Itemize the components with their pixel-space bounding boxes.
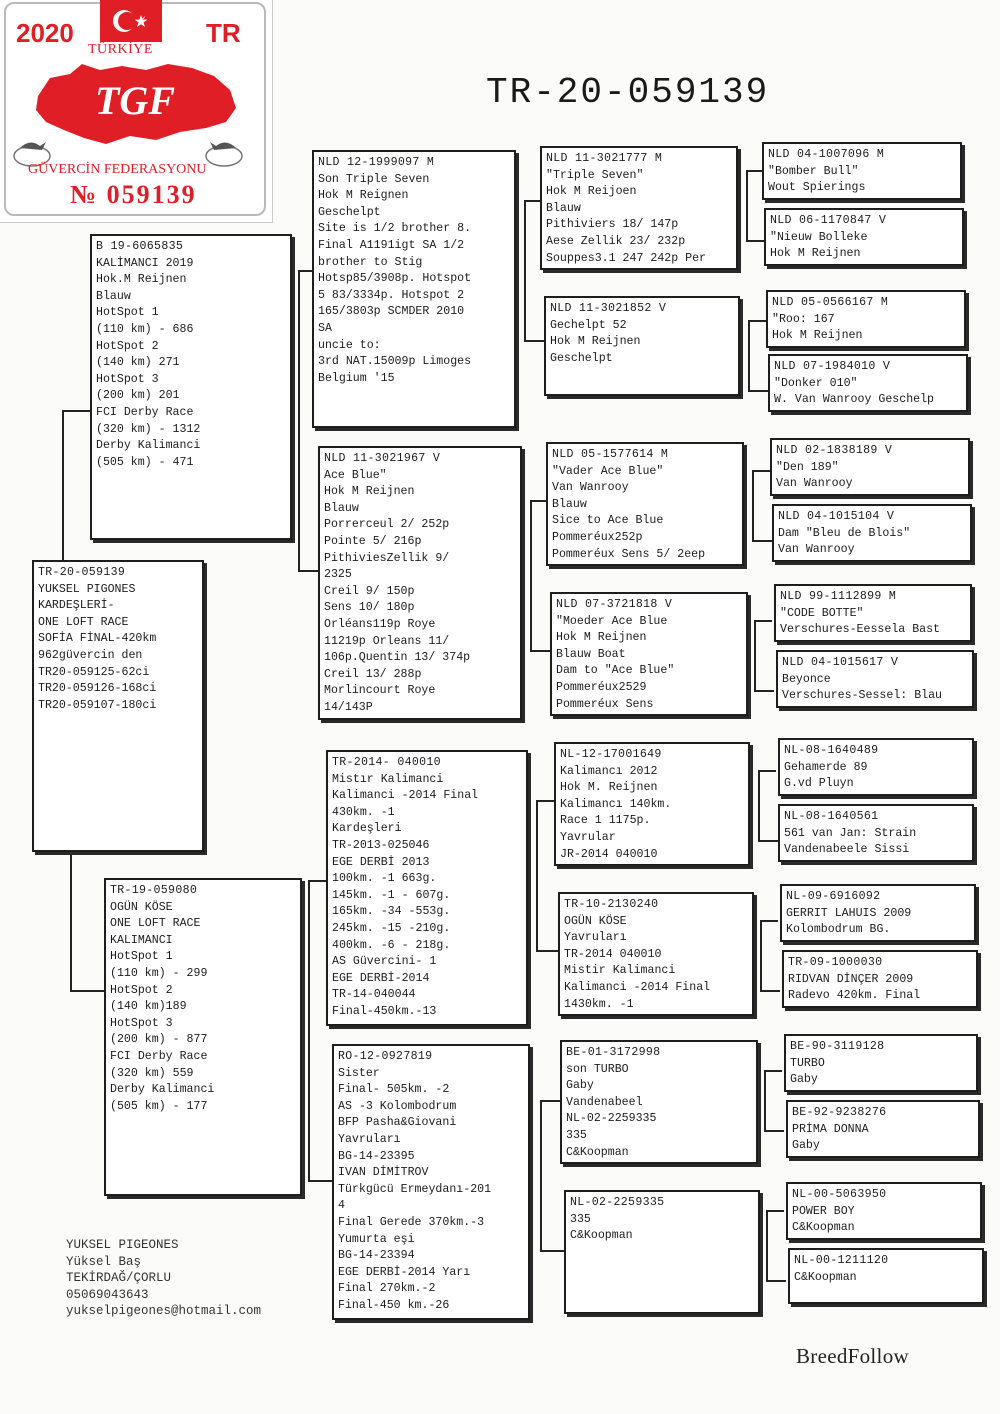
- connector-line: [764, 1070, 766, 1130]
- owner-email: yukselpigeones@hotmail.com: [66, 1304, 262, 1318]
- pedigree-line: NL-02-2259335: [566, 1112, 657, 1126]
- connector-line: [760, 920, 778, 922]
- pedigree-line: Geschelpt: [318, 205, 381, 219]
- pedigree-line: Beyonce: [782, 672, 831, 686]
- pedigree-line: 245km. -15 -210g.: [332, 921, 451, 935]
- pedigree-line: GERRIT LAHUIS 2009: [786, 906, 912, 920]
- sire-dam-box: [318, 446, 522, 720]
- pedigree-line: Pommeréux252p: [552, 530, 643, 544]
- connector-line: [298, 270, 300, 570]
- pedigree-line: Yavruları: [564, 931, 627, 945]
- pedigree-line: Mistir Kalimanci: [564, 964, 676, 978]
- gen5-box: [770, 438, 970, 496]
- pedigree-line: Yavrular: [560, 830, 616, 844]
- connector-line: [308, 1180, 332, 1182]
- connector-line: [308, 880, 310, 1180]
- connector-line: [540, 1250, 564, 1252]
- pedigree-line: OGÜN KÖSE: [564, 914, 627, 928]
- owner-contact: [66, 1237, 261, 1320]
- connector-line: [748, 320, 750, 390]
- pedigree-line: Gehamerde 89: [784, 760, 868, 774]
- pedigree-line: NL-00-5063950: [792, 1188, 887, 1201]
- connector-line: [764, 1130, 784, 1132]
- pedigree-line: NL-08-1640561: [784, 810, 879, 823]
- connector-line: [766, 1210, 784, 1212]
- connector-line: [752, 540, 772, 542]
- pedigree-line: TR-19-059080: [110, 884, 198, 897]
- owner-location: TEKİRDAĞ/ÇORLU: [66, 1271, 172, 1285]
- pedigree-line: Morlincourt Roye: [324, 684, 436, 698]
- pedigree-line: C&Koopman: [566, 1145, 629, 1159]
- connector-line: [530, 500, 532, 650]
- pedigree-line: Final A1191igt SA 1/2: [318, 238, 465, 252]
- pedigree-line: Sens 10/ 180p: [324, 601, 415, 615]
- pedigree-line: son TURBO: [566, 1062, 629, 1076]
- federation-badge: [0, 0, 273, 223]
- pedigree-line: Ace Blue": [324, 468, 387, 482]
- pedigree-line: 11219p Orleans 11/: [324, 634, 450, 648]
- pedigree-line: C&Koopman: [570, 1229, 633, 1243]
- pedigree-line: NLD 11-3021852 V: [550, 302, 667, 315]
- pedigree-line: NLD 11-3021967 V: [324, 452, 441, 465]
- pedigree-line: Wout Spierings: [768, 181, 866, 195]
- pedigree-line: NLD 04-1007096 M: [768, 148, 885, 161]
- pedigree-line: Blauw: [546, 201, 581, 215]
- pedigree-line: "Bomber Bull": [768, 164, 859, 178]
- pedigree-line: G.vd Pluyn: [784, 777, 854, 791]
- pedigree-line: Kardeşleri: [332, 822, 402, 836]
- pedigree-line: Hok M Reijnen: [772, 329, 863, 343]
- pedigree-line: Son Triple Seven: [318, 172, 430, 186]
- pedigree-line: NLD 04-1015617 V: [782, 656, 899, 669]
- pigeon-emblem-icon: [202, 134, 246, 170]
- connector-line: [524, 340, 544, 342]
- pedigree-line: HotSpot 1: [110, 950, 173, 964]
- pedigree-line: KALİMANCI 2019: [96, 256, 194, 270]
- pedigree-line: Vandenabeele Sissi: [784, 843, 910, 857]
- connector-line: [758, 770, 776, 772]
- pedigree-line: 962güvercin den: [38, 648, 143, 662]
- pedigree-line: Blauw Boat: [556, 647, 626, 661]
- connector-line: [760, 990, 780, 992]
- pedigree-line: C&Koopman: [794, 1270, 857, 1284]
- pedigree-line: 430km. -1: [332, 805, 395, 819]
- pedigree-line: 165km. -34 -553g.: [332, 905, 451, 919]
- pedigree-line: TR20-059126-168ci: [38, 682, 157, 696]
- pedigree-line: BG-14-23395: [338, 1149, 415, 1163]
- pedigree-line: (110 km) - 686: [96, 322, 194, 336]
- pedigree-line: Gaby: [566, 1079, 594, 1093]
- pedigree-line: EGE DERBİ-2014 Yarı: [338, 1265, 471, 1279]
- badge-country: TÜRKİYE: [88, 42, 153, 57]
- pedigree-line: Sice to Ace Blue: [552, 514, 664, 528]
- connector-line: [766, 1210, 768, 1280]
- pedigree-line: (110 km) - 299: [110, 966, 208, 980]
- pedigree-line: "Moeder Ace Blue: [556, 614, 668, 628]
- pedigree-line: ONE LOFT RACE: [110, 917, 201, 931]
- pedigree-line: AS Güvercini- 1: [332, 955, 437, 969]
- gen5-box: [768, 354, 968, 412]
- pedigree-line: Hok M Reijnen: [556, 631, 647, 645]
- pedigree-line: Orléans119p Roye: [324, 617, 436, 631]
- pedigree-line: TR-2014- 040010: [332, 756, 441, 769]
- gen5-box: [762, 142, 962, 200]
- pedigree-line: 2325: [324, 568, 352, 582]
- pedigree-line: Pommeréux2529: [556, 680, 647, 694]
- connector-line: [746, 170, 762, 172]
- pedigree-line: Hotsp85/3908p. Hotspot: [318, 272, 472, 286]
- pedigree-line: 145km. -1 - 607g.: [332, 888, 451, 902]
- pedigree-line: TR-10-2130240: [564, 898, 659, 911]
- badge-federation-name: GÜVERCİN FEDERASYONU: [28, 162, 207, 177]
- pedigree-line: Creil 13/ 288p: [324, 667, 422, 681]
- pedigree-line: Geschelpt: [550, 351, 613, 365]
- sire-sire-dam-box: [544, 296, 740, 396]
- pedigree-line: TR20-059125-62ci: [38, 665, 150, 679]
- pedigree-line: HotSpot 3: [110, 1016, 173, 1030]
- connector-line: [766, 1280, 786, 1282]
- connector-line: [62, 410, 92, 412]
- pedigree-line: brother to Stig: [318, 255, 423, 269]
- pedigree-line: NLD 04-1015104 V: [778, 510, 895, 523]
- pedigree-line: Kalimanci -2014 Final: [564, 980, 711, 994]
- badge-logo-text: TGF: [95, 78, 175, 123]
- pedigree-line: NL-00-1211120: [794, 1254, 889, 1267]
- pedigree-line: Kalimancı 140km.: [560, 797, 672, 811]
- pedigree-line: 1430km. -1: [564, 997, 634, 1011]
- pedigree-line: TR-14-040044: [332, 988, 416, 1002]
- pedigree-line: Pommeréux Sens: [556, 697, 654, 711]
- pedigree-line: Vandenabeel: [566, 1095, 643, 1109]
- connector-line: [308, 880, 326, 882]
- pedigree-line: NL-08-1640489: [784, 744, 879, 757]
- pedigree-line: Van Wanrooy: [776, 477, 853, 491]
- pedigree-line: (140 km) 271: [96, 356, 180, 370]
- connector-line: [748, 320, 766, 322]
- badge-country-code: TR: [206, 18, 241, 48]
- pedigree-line: SOFİA FİNAL-420km: [38, 632, 157, 646]
- pedigree-line: Pithiviers 18/ 147p: [546, 218, 679, 232]
- pedigree-line: Blauw: [324, 501, 359, 515]
- pedigree-line: (200 km) - 877: [110, 1033, 208, 1047]
- pedigree-line: Final Gerede 370km.-3: [338, 1215, 485, 1229]
- pedigree-line: Final- 505km. -2: [338, 1083, 450, 1097]
- connector-line: [746, 240, 764, 242]
- pedigree-line: Gaby: [792, 1139, 820, 1153]
- pedigree-line: Hok M Reijnen: [324, 485, 415, 499]
- connector-line: [524, 200, 526, 340]
- pedigree-line: OGÜN KÖSE: [110, 900, 173, 914]
- pedigree-line: Hok M Reijnen: [770, 247, 861, 261]
- connector-line: [760, 920, 762, 990]
- pedigree-line: Pommeréux Sens 5/ 2eep: [552, 547, 706, 561]
- pedigree-line: EGE DERBİ-2014: [332, 971, 430, 985]
- pedigree-line: Kolombodrum BG.: [786, 923, 891, 937]
- pedigree-line: TR-2013-025046: [332, 838, 430, 852]
- gen5-box: [782, 950, 978, 1008]
- pedigree-line: (140 km)189: [110, 1000, 187, 1014]
- pedigree-line: Porrerceul 2/ 252p: [324, 518, 450, 532]
- gen5-box: [772, 504, 972, 562]
- dam-sire-dam-box: [558, 892, 754, 1016]
- pedigree-line: HotSpot 2: [110, 983, 173, 997]
- subject-pigeon-box: [32, 560, 204, 852]
- dam-sire-sire-box: [554, 742, 750, 866]
- pedigree-line: IVAN DİMİTROV: [338, 1166, 429, 1180]
- connector-line: [754, 690, 774, 692]
- pedigree-line: NLD 02-1838189 V: [776, 444, 893, 457]
- pedigree-line: Hok M Reijoen: [546, 185, 637, 199]
- pedigree-line: NLD 05-1577614 M: [552, 448, 669, 461]
- pedigree-line: 335: [566, 1128, 587, 1142]
- pedigree-line: Hok M Reignen: [318, 189, 409, 203]
- gen5-box: [778, 804, 974, 862]
- pedigree-line: (505 km) - 177: [110, 1099, 208, 1113]
- pedigree-line: NLD 07-3721818 V: [556, 598, 673, 611]
- pedigree-line: Van Wanrooy: [778, 543, 855, 557]
- pedigree-line: 106p.Quentin 13/ 374p: [324, 651, 471, 665]
- pedigree-line: TURBO: [790, 1056, 825, 1070]
- pedigree-line: Gechelpt 52: [550, 318, 627, 332]
- pedigree-line: "CODE BOTTE": [780, 606, 864, 620]
- pedigree-line: "Vader Ace Blue": [552, 464, 664, 478]
- gen5-box: [766, 290, 966, 348]
- pedigree-line: 3rd NAT.15009p Limoges: [318, 355, 472, 369]
- connector-line: [758, 770, 760, 840]
- connector-line: [530, 650, 550, 652]
- pedigree-line: Souppes3.1 247 242p Per: [546, 251, 707, 265]
- gen5-box: [778, 738, 974, 796]
- connector-line: [536, 950, 558, 952]
- pedigree-line: uncie to:: [318, 338, 381, 352]
- pedigree-line: Kalimanci -2014 Final: [332, 789, 479, 803]
- connector-line: [298, 570, 318, 572]
- pedigree-line: Final 270km.-2: [338, 1282, 436, 1296]
- pedigree-line: Verschures-Sessel: Blau: [782, 689, 943, 703]
- pedigree-line: Blauw: [552, 497, 587, 511]
- badge-number: № 059139: [70, 180, 197, 209]
- pedigree-line: ONE LOFT RACE: [38, 615, 129, 629]
- pedigree-line: Race 1 1175p.: [560, 814, 651, 828]
- pedigree-line: Dam "Bleu de Blois": [778, 526, 911, 540]
- pedigree-line: Gaby: [790, 1073, 818, 1087]
- pedigree-line: 100km. -1 663g.: [332, 872, 437, 886]
- gen5-box: [764, 208, 964, 266]
- connector-line: [524, 200, 540, 202]
- pedigree-line: Pointe 5/ 216p: [324, 534, 422, 548]
- connector-line: [70, 990, 106, 992]
- pedigree-line: RIDVAN DİNÇER 2009: [788, 972, 914, 986]
- connector-line: [540, 1100, 542, 1250]
- connector-line: [754, 620, 756, 690]
- pedigree-line: W. Van Wanrooy Geschelp: [774, 393, 935, 407]
- pedigree-line: B 19-6065835: [96, 240, 184, 253]
- pedigree-line: BG-14-23394: [338, 1249, 415, 1263]
- pedigree-line: 335: [570, 1212, 591, 1226]
- pedigree-line: Van Wanrooy: [552, 481, 629, 495]
- dam-dam-sire-box: [560, 1040, 758, 1164]
- pedigree-line: NLD 99-1112899 M: [780, 590, 897, 603]
- ring-number-title: TR-20-059139: [486, 72, 770, 113]
- dam-dam-dam-box: [564, 1190, 760, 1314]
- connector-line: [746, 170, 748, 240]
- gen5-box: [776, 650, 974, 708]
- pedigree-line: RO-12-0927819: [338, 1050, 433, 1063]
- pedigree-line: "Den 189": [776, 460, 839, 474]
- pedigree-line: AS -3 Kolombodrum: [338, 1099, 457, 1113]
- pedigree-line: Türkgücü Ermeydanı-201: [338, 1182, 492, 1196]
- pedigree-line: HotSpot 1: [96, 306, 159, 320]
- pedigree-line: NLD 07-1984010 V: [774, 360, 891, 373]
- pedigree-line: C&Koopman: [792, 1221, 855, 1235]
- pedigree-line: Verschures-Eessela Bast: [780, 623, 941, 637]
- pedigree-line: NL-09-6916092: [786, 890, 881, 903]
- pedigree-line: Final-450 km.-26: [338, 1298, 450, 1312]
- connector-line: [62, 410, 64, 560]
- connector-line: [748, 390, 768, 392]
- pedigree-line: 400km. -6 - 218g.: [332, 938, 451, 952]
- dam-dam-box: [332, 1044, 530, 1320]
- pedigree-line: Hok M Reijnen: [550, 335, 641, 349]
- gen5-box: [774, 584, 972, 642]
- sire-dam-sire-box: [546, 442, 744, 566]
- pedigree-line: BE-90-3119128: [790, 1040, 885, 1053]
- gen5-box: [786, 1182, 982, 1240]
- owner-phone: 05069043643: [66, 1287, 149, 1302]
- pedigree-line: "Roo: 167: [772, 312, 835, 326]
- pedigree-line: 4: [338, 1199, 345, 1213]
- pedigree-line: SA: [318, 321, 332, 335]
- pedigree-line: Dam to "Ace Blue": [556, 664, 675, 678]
- pedigree-line: Blauw: [96, 289, 131, 303]
- pedigree-line: JR-2014 040010: [560, 847, 658, 861]
- pedigree-line: BE-92-9238276: [792, 1106, 887, 1119]
- pedigree-line: (505 km) - 471: [96, 455, 194, 469]
- pedigree-line: EGE DERBİ 2013: [332, 855, 430, 869]
- connector-line: [540, 1100, 560, 1102]
- connector-line: [752, 470, 754, 540]
- pedigree-line: PithiviesZellik 9/: [324, 551, 450, 565]
- pedigree-line: Hok.M Reijnen: [96, 273, 187, 287]
- pedigree-line: "Nieuw Bolleke: [770, 230, 868, 244]
- pedigree-line: Final-450km.-13: [332, 1004, 437, 1018]
- pedigree-line: NL-12-17001649: [560, 748, 662, 761]
- pedigree-line: Yavruları: [338, 1132, 401, 1146]
- pedigree-line: NLD 05-0566167 M: [772, 296, 889, 309]
- pedigree-line: HotSpot 2: [96, 339, 159, 353]
- pedigree-line: KARDEŞLERİ-: [38, 599, 115, 613]
- gen5-box: [780, 884, 976, 942]
- owner-person: Yüksel Baş: [66, 1254, 142, 1269]
- pedigree-line: NLD 06-1170847 V: [770, 214, 887, 227]
- pedigree-line: TR-2014 040010: [564, 947, 662, 961]
- gen5-box: [784, 1034, 978, 1092]
- pedigree-line: BE-01-3172998: [566, 1046, 661, 1059]
- turkish-flag-icon: [100, 0, 162, 42]
- pedigree-line: (200 km) 201: [96, 389, 180, 403]
- pedigree-line: PRİMA DONNA: [792, 1122, 869, 1136]
- pedigree-line: POWER BOY: [792, 1204, 855, 1218]
- sire-sire-box: [312, 150, 516, 428]
- pedigree-line: (320 km) - 1312: [96, 422, 201, 436]
- pedigree-line: NLD 12-1999097 M: [318, 156, 435, 169]
- pedigree-line: Mistır Kalimanci: [332, 772, 444, 786]
- pedigree-line: "Donker 010": [774, 376, 858, 390]
- dam-box: [104, 878, 302, 1196]
- pedigree-line: Site is 1/2 brother 8.: [318, 222, 472, 236]
- pedigree-line: TR-20-059139: [38, 566, 126, 579]
- pedigree-line: "Triple Seven": [546, 168, 644, 182]
- pedigree-line: FCI Derby Race: [110, 1049, 208, 1063]
- pedigree-line: Derby Kalimanci: [110, 1083, 215, 1097]
- pedigree-line: 5 83/3334p. Hotspot 2: [318, 288, 465, 302]
- connector-line: [764, 1070, 782, 1072]
- dam-sire-box: [326, 750, 528, 1026]
- badge-year: 2020: [16, 18, 74, 48]
- connector-line: [536, 800, 554, 802]
- connector-line: [758, 840, 778, 842]
- connector-line: [536, 800, 538, 950]
- pedigree-line: BFP Pasha&Giovani: [338, 1116, 457, 1130]
- pedigree-line: KALIMANCI: [110, 933, 173, 947]
- connector-line: [752, 470, 770, 472]
- pedigree-line: NLD 11-3021777 M: [546, 152, 663, 165]
- pedigree-line: 165/3803p SCMDER 2010: [318, 305, 465, 319]
- pedigree-line: NL-02-2259335: [570, 1196, 665, 1209]
- pedigree-line: Yumurta eşi: [338, 1232, 415, 1246]
- pedigree-line: TR-09-1000030: [788, 956, 883, 969]
- pedigree-line: Aese Zellik 23/ 232p: [546, 234, 686, 248]
- pedigree-line: Sister: [338, 1066, 380, 1080]
- gen5-box: [786, 1100, 980, 1158]
- connector-line: [754, 620, 772, 622]
- pedigree-line: FCI Derby Race: [96, 405, 194, 419]
- pedigree-line: 14/143P: [324, 700, 373, 714]
- pedigree-line: Derby Kalimanci: [96, 439, 201, 453]
- sire-box: [90, 234, 292, 540]
- gen5-box: [788, 1248, 984, 1304]
- pedigree-line: (320 km) 559: [110, 1066, 194, 1080]
- pedigree-line: Kalimancı 2012: [560, 764, 658, 778]
- pedigree-line: Belgium '15: [318, 371, 395, 385]
- pedigree-line: Creil 9/ 150p: [324, 584, 415, 598]
- pedigree-line: TR20-059107-180ci: [38, 698, 157, 712]
- connector-line: [530, 500, 546, 502]
- owner-name: YUKSEL PIGEONES: [66, 1238, 179, 1252]
- pedigree-line: HotSpot 3: [96, 372, 159, 386]
- pedigree-line: Hok M. Reijnen: [560, 781, 658, 795]
- pedigree-line: 561 van Jan: Strain: [784, 826, 917, 840]
- pedigree-line: YUKSEL PIGONES: [38, 582, 136, 596]
- sire-sire-sire-box: [540, 146, 738, 270]
- pedigree-line: Radevo 420km. Final: [788, 989, 921, 1003]
- brand-logo: BreedFollow: [796, 1344, 909, 1368]
- sire-dam-dam-box: [550, 592, 748, 716]
